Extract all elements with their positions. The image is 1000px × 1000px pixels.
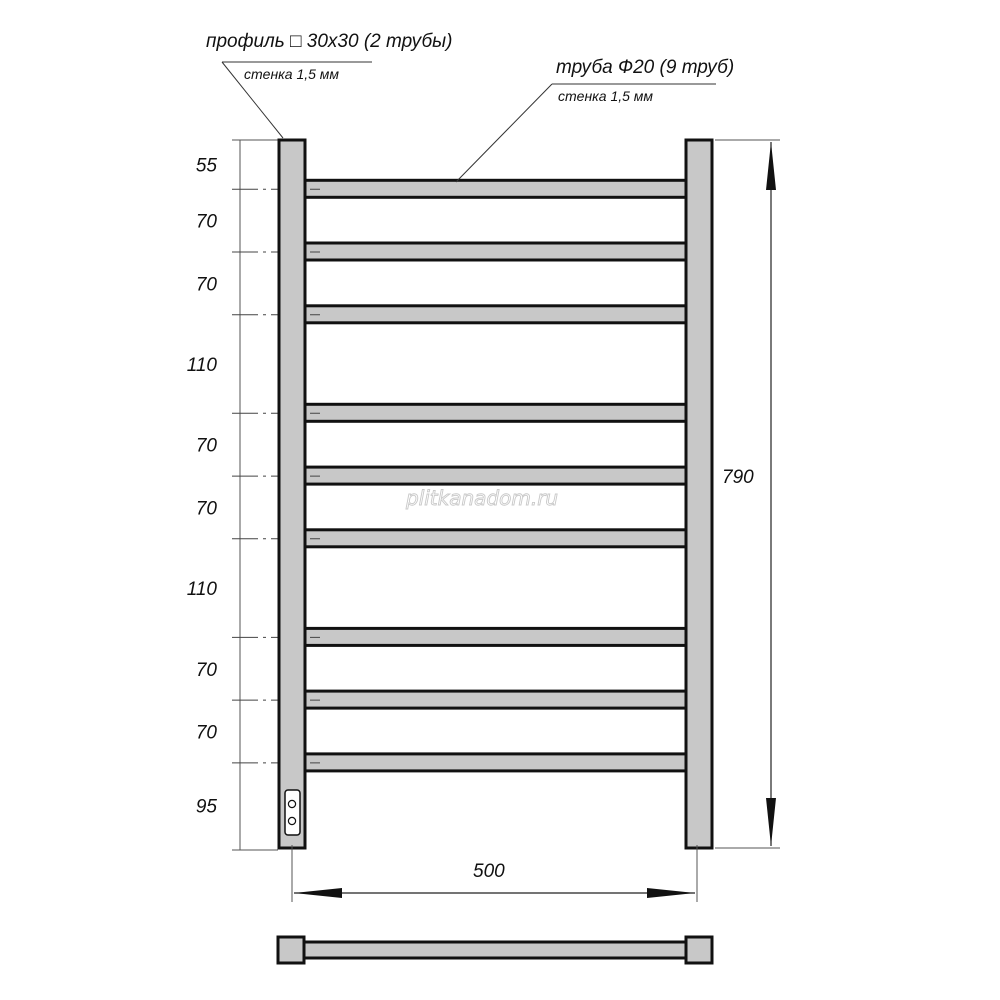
rung-4: [303, 404, 687, 421]
watermark: plitkanadom.ru: [406, 486, 559, 510]
connection-hole-bottom: [288, 817, 295, 824]
profile-wall-label: стенка 1,5 мм: [244, 66, 339, 82]
spacing-label-3: 70: [195, 274, 217, 296]
pipe-callout-leader: [456, 84, 552, 182]
rung-1: [303, 180, 687, 197]
height-arrow-bottom: [766, 798, 776, 846]
profile-callout-label: профиль □ 30х30 (2 трубы): [206, 31, 453, 52]
rung-6: [303, 530, 687, 547]
spacing-label-6: 70: [195, 498, 217, 520]
spacing-label-10: 95: [195, 796, 217, 818]
spacing-label-2: 70: [195, 211, 217, 233]
width-arrow-left: [294, 888, 342, 898]
spacing-label-7: 110: [186, 579, 217, 601]
rungs-group: [303, 180, 687, 771]
total-height-label: 790: [722, 467, 754, 488]
rung-8: [303, 691, 687, 708]
rung-3: [303, 306, 687, 323]
spacing-label-1: 55: [195, 155, 217, 177]
rung-7: [303, 628, 687, 645]
connection-plate: [285, 790, 300, 835]
spacing-labels-group: [187, 156, 218, 818]
width-arrow-right: [647, 888, 695, 898]
rung-9: [303, 754, 687, 771]
pipe-callout-label: труба Ф20 (9 труб): [556, 57, 735, 78]
left-profile: [279, 140, 305, 848]
spacing-label-9: 70: [195, 722, 217, 744]
right-profile: [686, 140, 712, 848]
plan-view-pipe: [300, 942, 692, 958]
plan-view-right-profile: [686, 937, 712, 963]
square-profile-symbol: □: [290, 31, 302, 52]
spacing-label-8: 70: [195, 659, 217, 681]
connection-hole-top: [288, 800, 295, 807]
rung-5: [303, 467, 687, 484]
rung-2: [303, 243, 687, 260]
spacing-label-5: 70: [195, 435, 217, 457]
width-label: 500: [473, 861, 505, 882]
plan-view-left-profile: [278, 937, 304, 963]
spacing-label-4: 110: [186, 355, 217, 377]
height-arrow-top: [766, 142, 776, 190]
pipe-wall-label: стенка 1,5 мм: [558, 88, 653, 104]
